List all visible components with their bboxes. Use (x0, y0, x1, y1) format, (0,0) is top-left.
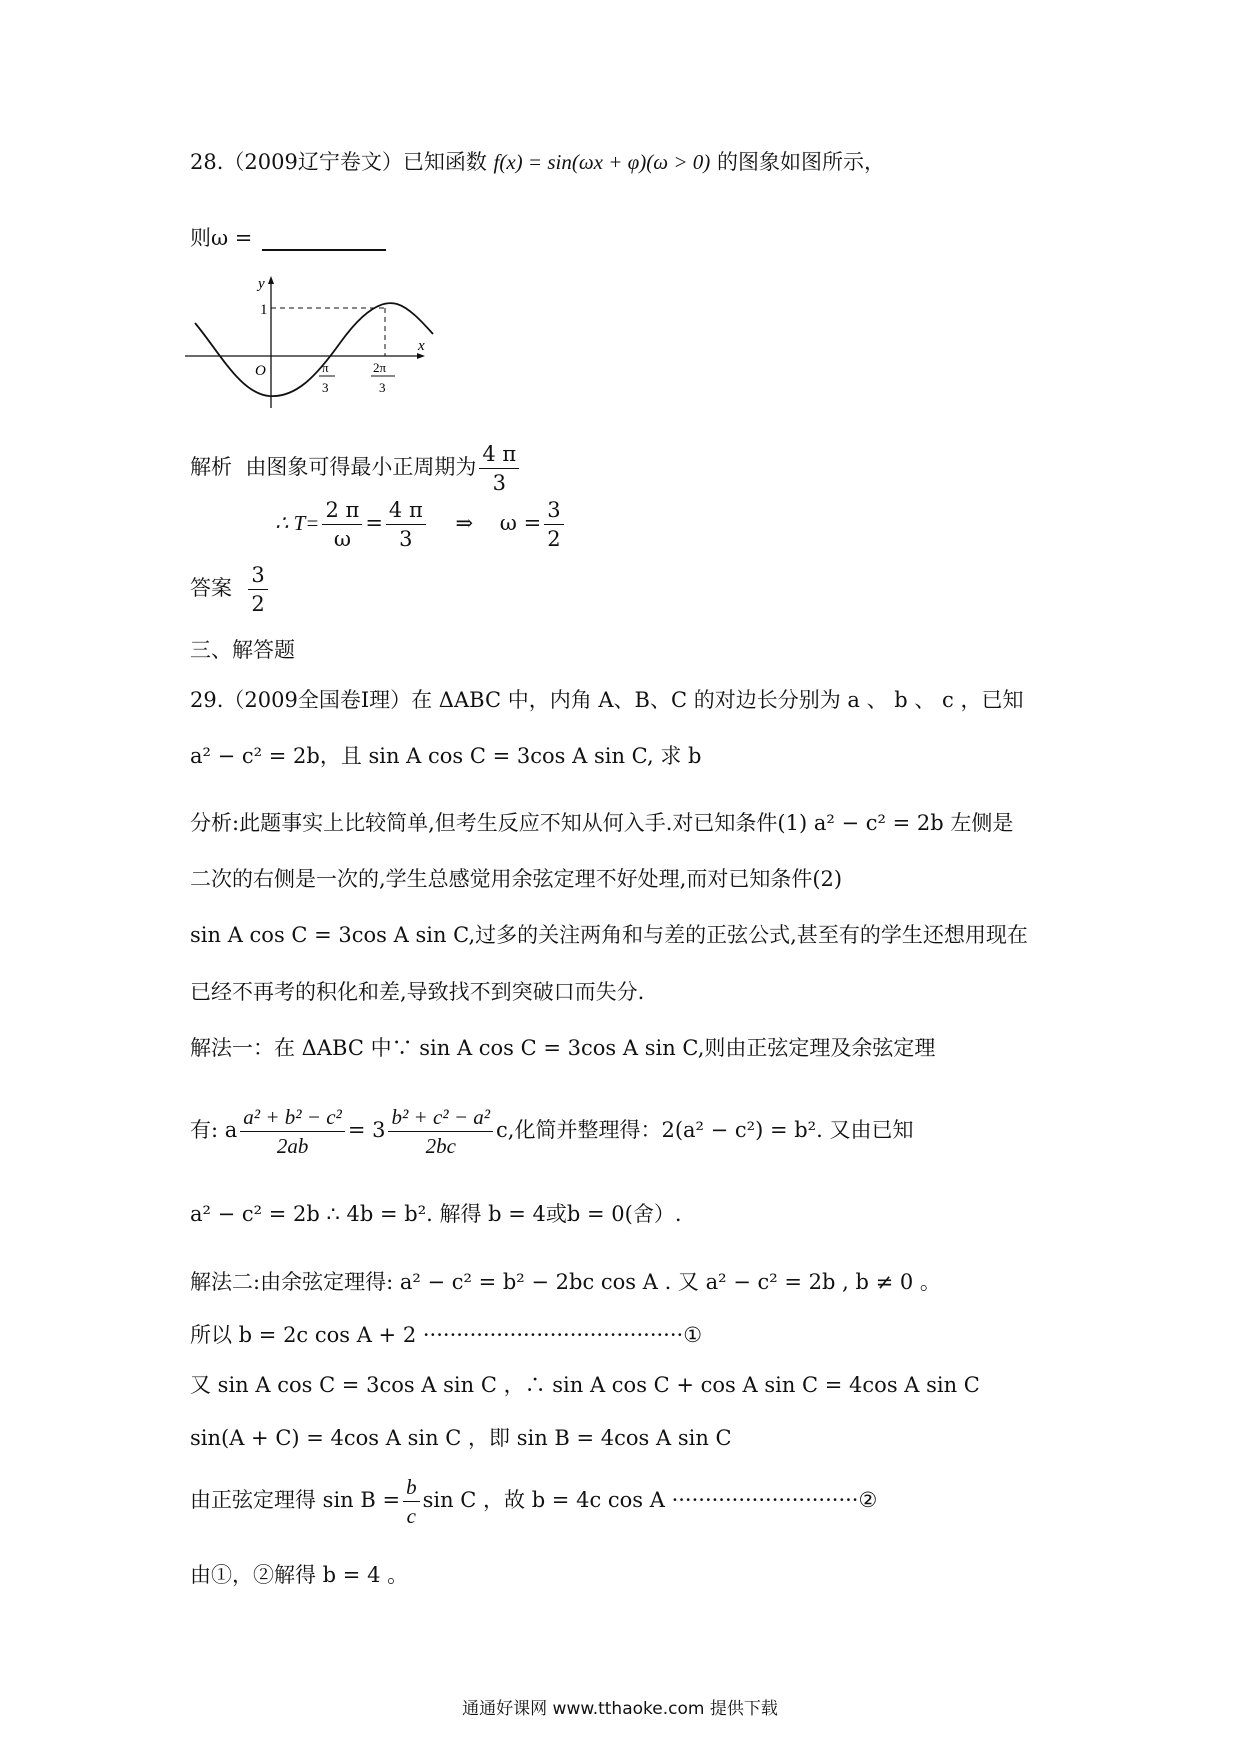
implies-arrow: ⇒ (455, 511, 474, 536)
method2-line-4: sin(A + C) = 4cos A sin C ，即 sin B = 4cos A sin C (190, 1426, 732, 1450)
answer-blank (262, 229, 386, 251)
footer: 通通好课网 www.tthaoke.com 提供下载 (462, 1699, 778, 1719)
q28-answer-line (190, 226, 386, 251)
m1-fraction-1: $\frac{\text{a² + b² − c²}}{2ab}$ (240, 1105, 345, 1158)
q29-conditions: a² − c² = 2b，且 sin A cos C = 3cos A sin C, 求 b (190, 744, 702, 768)
method2-intro: 解法二:由余弦定理得: a² − c² = b² − 2bc cos A . 又 a² − c² = 2b , b ≠ 0 。 (190, 1270, 941, 1294)
analysis-label: 解析 (190, 455, 232, 480)
m1-fraction-2: $\frac{\text{b² + c² − a²}}{2bc}$ (388, 1105, 493, 1158)
sine-curve (195, 303, 433, 396)
method1-equation (190, 1105, 913, 1158)
therefore-t: ∴ T= (275, 511, 320, 536)
q29-statement: 29.（2009全国卷Ⅰ理）在 ΔABC 中，内角 A、B、C 的对边长分别为 a 、 b 、 c ，已知 (190, 688, 1024, 712)
omega-fraction: $\frac{3}{2}$ (544, 498, 563, 551)
answer-label: 答案 (190, 576, 232, 601)
method2-conclusion: 由①，②解得 b = 4 。 (190, 1563, 409, 1587)
omega-eq: ω = (499, 511, 542, 536)
method1-result: a² − c² = 2b ∴ 4b = b². 解得 b = 4或b = 0(舍）. (190, 1202, 682, 1226)
tick2-num: 2π (373, 360, 387, 375)
tick1-num: π (322, 360, 329, 375)
b-over-c-fraction: $\frac{b}{c}$ (403, 1475, 420, 1528)
method2-line-3: 又 sin A cos C = 3cos A sin C ，∴ sin A cos C + cos A sin C = 4cos A sin C (190, 1373, 980, 1397)
x-axis-label: x (418, 338, 425, 354)
m1-mid: = 3 (347, 1118, 386, 1143)
method2-line-5 (190, 1475, 877, 1528)
analysis-line-1: 分析:此题事实上比较简单,但考生反应不知从何入手.对已知条件(1) a² − c² = 2b 左侧是 (190, 811, 1014, 835)
one-label: 1 (260, 302, 268, 318)
origin-label: O (255, 363, 266, 379)
t-fraction-2: $\frac{4 \pi}{3}$ (386, 498, 426, 551)
q28-period-equation (275, 498, 567, 551)
tick1-den: 3 (322, 380, 329, 395)
m2-l5-lead: 由正弦定理得 sin B = (190, 1488, 401, 1513)
equals-sign: = (365, 511, 383, 536)
m2-l5-tail: sin C ，故 b = 4c cos A ····························② (422, 1488, 878, 1513)
section-heading: 三、解答题 (190, 638, 295, 662)
analysis-line-3: sin A cos C = 3cos A sin C,过多的关注两角和与差的正弦公式,甚至有的学生还想用现在 (190, 923, 1028, 947)
sine-graph (185, 268, 445, 414)
q28-answer (190, 563, 271, 616)
analysis-line-2: 二次的右侧是一次的,学生总感觉用余弦定理不好处理,而对已知条件(2) (190, 867, 843, 891)
tick2-den: 3 (379, 380, 386, 395)
t-fraction-1: $\frac{2 \pi}{\omega}$ (322, 498, 362, 551)
method1-intro: 解法一：在 ΔABC 中∵ sin A cos C = 3cos A sin C,则由正弦定理及余弦定理 (190, 1036, 936, 1060)
q28-statement (190, 150, 885, 175)
q28-lead: 28.（2009辽宁卷文）已知函数 (190, 150, 487, 174)
q28-tail: 的图象如图所示， (716, 150, 885, 174)
period-fraction: $\frac{4 \pi}{3}$ (479, 442, 519, 495)
q28-analysis (190, 442, 522, 495)
m1-lead: 有: a (190, 1118, 238, 1143)
answer-fraction: $\frac{3}{2}$ (248, 563, 267, 616)
analysis-line-4: 已经不再考的积化和差,导致找不到突破口而失分. (190, 980, 645, 1004)
q28-omega-prompt: 则ω = (190, 226, 253, 250)
y-axis-arrow (268, 276, 274, 284)
method2-line-2: 所以 b = 2c cos A + 2 ·······································① (190, 1323, 703, 1347)
q28-function: f(x) = sin(ωx + φ)(ω > 0) (493, 150, 711, 174)
analysis-text: 由图象可得最小正周期为 (245, 455, 477, 480)
m1-tail: c,化简并整理得：2(a² − c²) = b². 又由已知 (496, 1118, 914, 1143)
y-axis-label: y (258, 276, 265, 292)
